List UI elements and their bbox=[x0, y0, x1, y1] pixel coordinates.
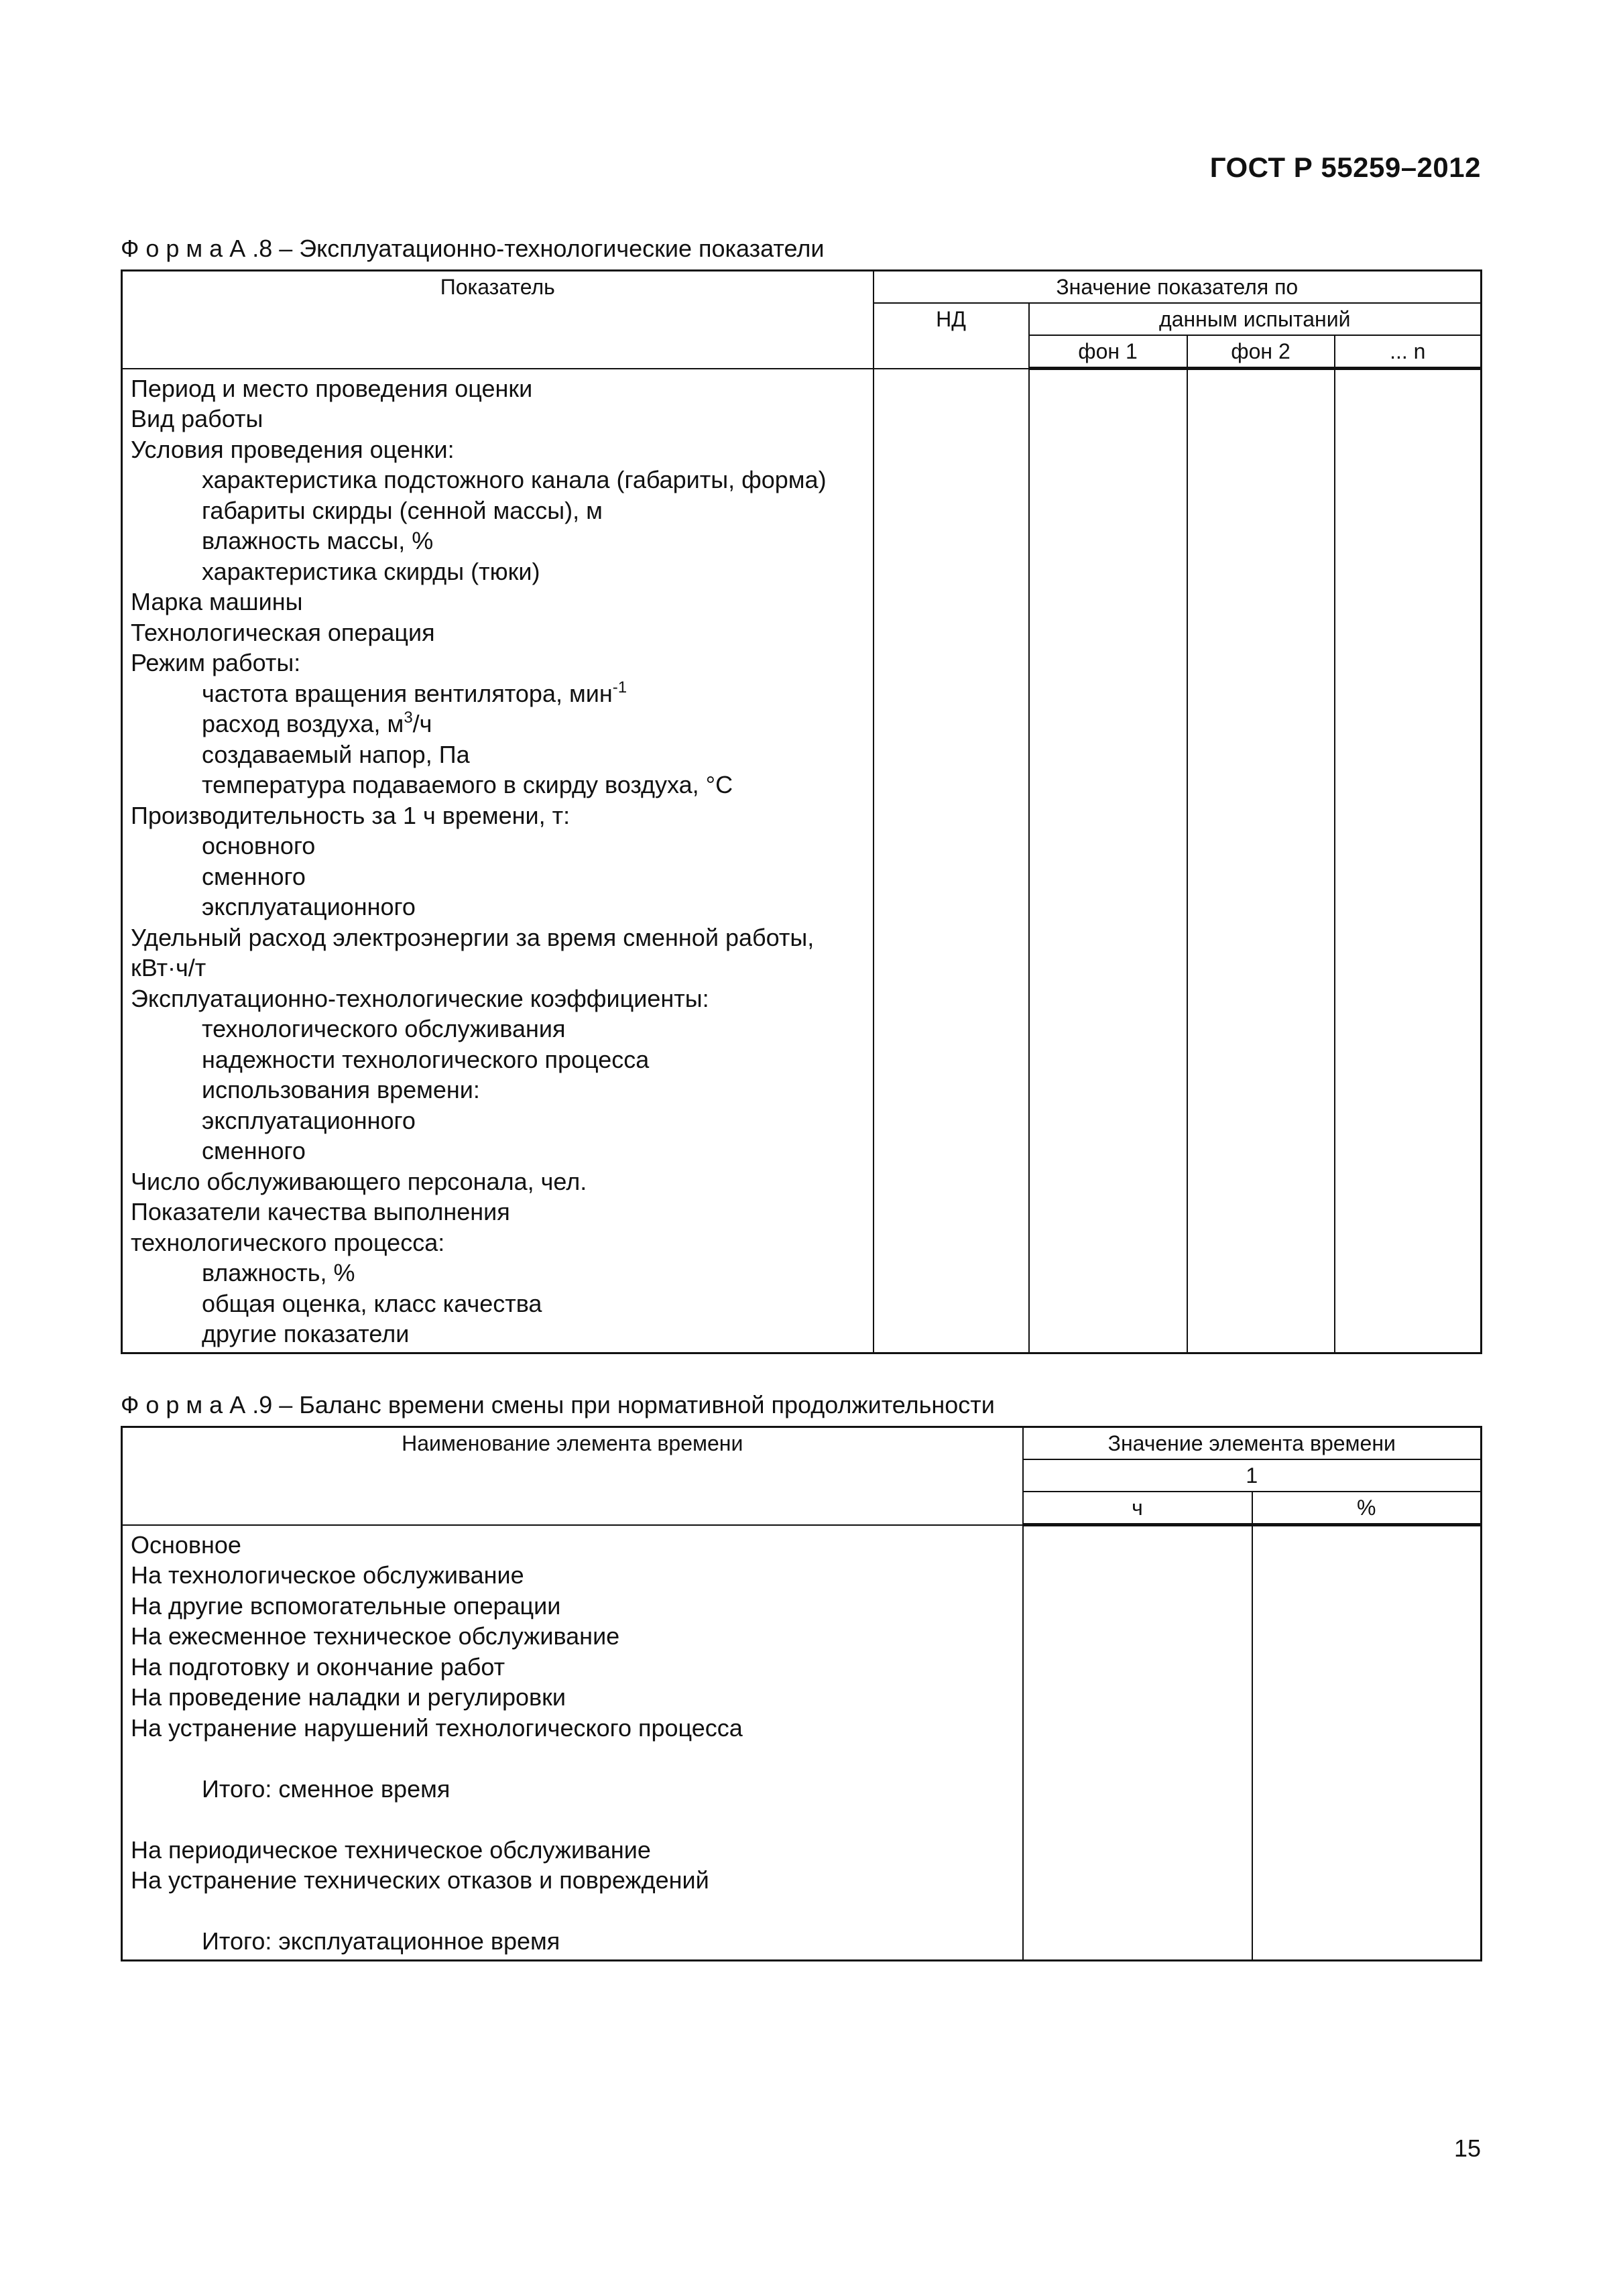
indicator-row bbox=[123, 1105, 873, 1136]
indicator-row-text: основного bbox=[202, 832, 316, 859]
indicator-row-text: влажность массы, % bbox=[202, 527, 434, 554]
indicator-row bbox=[123, 1258, 873, 1288]
time-element-row bbox=[123, 1682, 1022, 1713]
indicator-row bbox=[123, 617, 873, 648]
time-element-row bbox=[123, 1926, 1022, 1957]
indicator-row-text: использования времени: bbox=[202, 1076, 480, 1103]
indicator-row-text: Удельный расход электроэнергии за время сменной работы, bbox=[131, 923, 815, 951]
indicator-row-text: Эксплуатационно-технологические коэффициенты: bbox=[131, 984, 709, 1012]
indicator-row-text: габариты скирды (сенной массы), м bbox=[202, 496, 603, 524]
hours-value-column bbox=[1023, 1525, 1252, 1961]
indicator-row-text: технологического обслуживания bbox=[202, 1015, 566, 1042]
document-standard-number: ГОСТ Р 55259–2012 bbox=[1209, 152, 1481, 183]
indicator-row bbox=[123, 587, 873, 617]
form-a9-table bbox=[121, 1426, 1482, 1961]
indicator-row bbox=[123, 465, 873, 495]
time-element-row-text: На ежесменное техническое обслуживание bbox=[131, 1622, 620, 1650]
form-a8-indicator-list bbox=[122, 369, 874, 1353]
header-indicator: Показатель bbox=[122, 271, 874, 369]
time-element-row-text: На проведение наладки и регулировки bbox=[131, 1683, 566, 1711]
indicator-row bbox=[123, 892, 873, 922]
time-element-row-text: На другие вспомогательные операции bbox=[131, 1591, 561, 1620]
indicator-row-text: кВт·ч/т bbox=[131, 954, 206, 981]
indicator-row bbox=[123, 556, 873, 587]
indicator-row-text: Технологическая операция bbox=[131, 618, 435, 646]
indicator-row bbox=[123, 495, 873, 526]
indicator-row-text: создаваемый напор, Па bbox=[202, 740, 470, 768]
indicator-row-text: влажность, % bbox=[202, 1259, 355, 1286]
fon-1-value-column bbox=[1029, 369, 1187, 1353]
header-one: 1 bbox=[1023, 1459, 1482, 1492]
indicator-row-text: Режим работы: bbox=[131, 649, 301, 676]
indicator-row-superscript: -1 bbox=[612, 678, 627, 697]
indicator-row-superscript: 3 bbox=[404, 709, 413, 727]
indicator-row-text: сменного bbox=[202, 862, 306, 890]
time-element-row-text: Итого: сменное время bbox=[202, 1774, 450, 1803]
time-element-row-text: Итого: эксплуатационное время bbox=[202, 1927, 560, 1955]
indicator-row-text: Условия проведения оценки: bbox=[131, 435, 455, 463]
indicator-row bbox=[123, 373, 873, 404]
form-a8-table bbox=[121, 269, 1482, 1354]
time-element-row bbox=[123, 1835, 1022, 1866]
header-test-data: данным испытаний bbox=[1029, 303, 1482, 335]
indicator-row bbox=[123, 770, 873, 800]
time-element-row bbox=[123, 1865, 1022, 1896]
fon-n-value-column bbox=[1335, 369, 1482, 1353]
indicator-row bbox=[123, 1227, 873, 1258]
indicator-row bbox=[123, 1166, 873, 1197]
form-a9-time-element-list bbox=[122, 1525, 1023, 1961]
header-fon-1: фон 1 bbox=[1029, 335, 1187, 369]
indicator-row bbox=[123, 526, 873, 556]
indicator-row-text: температура подаваемого в скирду воздуха, °С bbox=[202, 771, 733, 798]
indicator-row bbox=[123, 800, 873, 831]
header-nd: НД bbox=[874, 303, 1029, 369]
header-time-value-group: Значение элемента времени bbox=[1023, 1427, 1482, 1460]
header-fon-2: фон 2 bbox=[1187, 335, 1335, 369]
time-element-row bbox=[123, 1560, 1022, 1591]
indicator-row bbox=[123, 1014, 873, 1044]
indicator-row-text: расход воздуха, м bbox=[202, 710, 404, 737]
time-element-row bbox=[123, 1774, 1022, 1805]
indicator-row bbox=[123, 1044, 873, 1075]
indicator-row bbox=[123, 1075, 873, 1105]
indicator-row-text: общая оценка, класс качества bbox=[202, 1289, 542, 1317]
time-element-row bbox=[123, 1530, 1022, 1561]
indicator-row-text: Марка машины bbox=[131, 588, 303, 615]
time-element-row bbox=[123, 1621, 1022, 1652]
percent-value-column bbox=[1252, 1525, 1482, 1961]
indicator-row bbox=[123, 983, 873, 1014]
indicator-row bbox=[123, 648, 873, 678]
indicator-row-text: другие показатели bbox=[202, 1320, 410, 1347]
page-number: 15 bbox=[1453, 2134, 1481, 2162]
indicator-row-text: технологического процесса: bbox=[131, 1228, 445, 1256]
indicator-row bbox=[123, 709, 873, 739]
time-element-blank-line bbox=[123, 1804, 1022, 1835]
time-element-blank-line bbox=[123, 1896, 1022, 1927]
indicator-row bbox=[123, 434, 873, 465]
time-element-row-text: На подготовку и окончание работ bbox=[131, 1652, 505, 1681]
time-element-row-text: Основное bbox=[131, 1530, 241, 1559]
indicator-row bbox=[123, 953, 873, 983]
indicator-row bbox=[123, 1197, 873, 1227]
indicator-row-text: эксплуатационного bbox=[202, 1106, 416, 1134]
time-element-row bbox=[123, 1713, 1022, 1744]
indicator-row-unit-suffix: /ч bbox=[412, 710, 432, 737]
time-element-row bbox=[123, 1591, 1022, 1622]
indicator-row-text: характеристика скирды (тюки) bbox=[202, 557, 540, 585]
fon-2-value-column bbox=[1187, 369, 1335, 1353]
indicator-row bbox=[123, 922, 873, 953]
indicator-row bbox=[123, 861, 873, 892]
header-value-group: Значение показателя по bbox=[874, 271, 1482, 304]
indicator-row-text: эксплуатационного bbox=[202, 893, 416, 920]
indicator-row-text: надежности технологического процесса bbox=[202, 1045, 650, 1073]
indicator-row bbox=[123, 678, 873, 709]
time-element-row-text: На устранение технических отказов и повреждений bbox=[131, 1866, 709, 1894]
header-hours: ч bbox=[1023, 1492, 1252, 1525]
header-percent: % bbox=[1252, 1492, 1482, 1525]
indicator-row bbox=[123, 1136, 873, 1166]
indicator-row bbox=[123, 404, 873, 434]
time-element-row-text: На технологическое обслуживание bbox=[131, 1561, 524, 1589]
time-element-row-text: На устранение нарушений технологического процесса bbox=[131, 1713, 743, 1742]
form-a9-caption: Ф о р м а А .9 – Баланс времени смены при нормативной продолжительности bbox=[121, 1391, 995, 1418]
form-a8-caption: Ф о р м а А .8 – Эксплуатационно-технологические показатели bbox=[121, 235, 825, 262]
indicator-row-text: Производительность за 1 ч времени, т: bbox=[131, 801, 570, 829]
indicator-row bbox=[123, 831, 873, 861]
indicator-row bbox=[123, 739, 873, 770]
indicator-row bbox=[123, 1319, 873, 1349]
time-element-blank-line bbox=[123, 1743, 1022, 1774]
indicator-row-text: Вид работы bbox=[131, 405, 263, 432]
time-element-row-text: На периодическое техническое обслуживание bbox=[131, 1835, 651, 1864]
time-element-row bbox=[123, 1652, 1022, 1683]
indicator-row-text: Период и место проведения оценки bbox=[131, 374, 533, 402]
indicator-row-text: характеристика подстожного канала (габариты, форма) bbox=[202, 466, 827, 493]
header-fon-n: ... n bbox=[1335, 335, 1482, 369]
indicator-row-text: частота вращения вентилятора, мин bbox=[202, 679, 613, 707]
indicator-row-text: сменного bbox=[202, 1137, 306, 1164]
indicator-row-text: Число обслуживающего персонала, чел. bbox=[131, 1167, 587, 1195]
indicator-row-text: Показатели качества выполнения bbox=[131, 1198, 510, 1225]
nd-value-column bbox=[874, 369, 1029, 1353]
header-time-element-name: Наименование элемента времени bbox=[122, 1427, 1023, 1525]
indicator-row bbox=[123, 1288, 873, 1319]
